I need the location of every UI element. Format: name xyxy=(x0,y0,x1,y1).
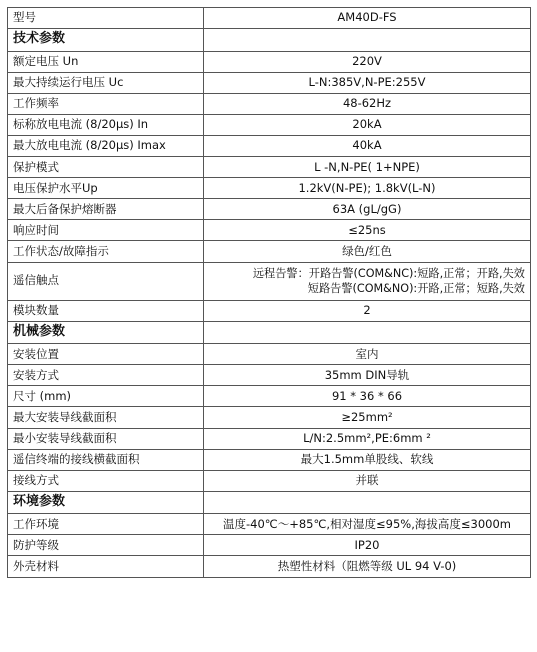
spec-table-body xyxy=(8,8,531,578)
section-header-row xyxy=(8,29,531,52)
spec-label: 响应时间 xyxy=(8,220,204,241)
spec-value: 热塑性材料（阻燃等级 UL 94 V-0) xyxy=(204,556,531,577)
spec-value: 1.2kV(N-PE); 1.8kV(L-N) xyxy=(204,178,531,199)
spec-value: 40kA xyxy=(204,135,531,156)
spec-row xyxy=(8,449,531,470)
spec-value: 20kA xyxy=(204,114,531,135)
spec-row xyxy=(8,344,531,365)
section-header-row xyxy=(8,321,531,344)
spec-value: L-N:385V,N-PE:255V xyxy=(204,72,531,93)
spec-value: 91 * 36 * 66 xyxy=(204,386,531,407)
spec-value: ≤25ns xyxy=(204,220,531,241)
spec-label: 最大放电电流 (8/20μs) Imax xyxy=(8,135,204,156)
spec-row xyxy=(8,365,531,386)
spec-label: 最大后备保护熔断器 xyxy=(8,199,204,220)
section-title: 环境参数 xyxy=(8,491,204,514)
spec-row xyxy=(8,428,531,449)
spec-label: 外壳材料 xyxy=(8,556,204,577)
spec-label: 安装位置 xyxy=(8,344,204,365)
spec-label: 工作状态/故障指示 xyxy=(8,241,204,262)
spec-row xyxy=(8,72,531,93)
section-title: 机械参数 xyxy=(8,321,204,344)
spec-value: ≥25mm² xyxy=(204,407,531,428)
spec-label: 最大持续运行电压 Uc xyxy=(8,72,204,93)
spec-value: 48-62Hz xyxy=(204,93,531,114)
spec-value: 220V xyxy=(204,51,531,72)
spec-label: 电压保护水平Up xyxy=(8,178,204,199)
spec-row xyxy=(8,178,531,199)
spec-label: 标称放电电流 (8/20μs) In xyxy=(8,114,204,135)
spec-label: 型号 xyxy=(8,8,204,29)
spec-value: 温度-40℃～+85℃,相对湿度≤95%,海拔高度≤3000m xyxy=(204,514,531,535)
spec-label: 最小安装导线截面积 xyxy=(8,428,204,449)
spec-label: 工作频率 xyxy=(8,93,204,114)
spec-value: 室内 xyxy=(204,344,531,365)
spec-row xyxy=(8,8,531,29)
spec-value: L -N,N-PE( 1+NPE) xyxy=(204,157,531,178)
spec-value: 2 xyxy=(204,300,531,321)
spec-row xyxy=(8,407,531,428)
spec-label: 防护等级 xyxy=(8,535,204,556)
spec-label: 额定电压 Un xyxy=(8,51,204,72)
spec-value: 35mm DIN导轨 xyxy=(204,365,531,386)
spec-row xyxy=(8,114,531,135)
spec-label: 安装方式 xyxy=(8,365,204,386)
spec-row xyxy=(8,135,531,156)
spec-row xyxy=(8,300,531,321)
spec-value: 绿色/红色 xyxy=(204,241,531,262)
spec-row xyxy=(8,535,531,556)
section-empty-cell xyxy=(204,321,531,344)
spec-value: 63A (gL/gG) xyxy=(204,199,531,220)
section-header-row xyxy=(8,491,531,514)
spec-row xyxy=(8,262,531,300)
section-title: 技术参数 xyxy=(8,29,204,52)
spec-value: 并联 xyxy=(204,470,531,491)
spec-value: L/N:2.5mm²,PE:6mm ² xyxy=(204,428,531,449)
spec-label: 保护模式 xyxy=(8,157,204,178)
spec-row xyxy=(8,157,531,178)
signal-contact-value: 远程告警：开路告警(COM&NC):短路,正常；开路,失效 短路告警(COM&NO):开路,正常；短路,失效 xyxy=(252,266,525,296)
spec-row xyxy=(8,93,531,114)
spec-table xyxy=(7,7,531,578)
spec-value: IP20 xyxy=(204,535,531,556)
spec-label: 遥信触点 xyxy=(8,262,204,300)
section-empty-cell xyxy=(204,491,531,514)
spec-label: 遥信终端的接线横截面积 xyxy=(8,449,204,470)
spec-label: 最大安装导线截面积 xyxy=(8,407,204,428)
spec-row xyxy=(8,241,531,262)
spec-row xyxy=(8,386,531,407)
spec-row xyxy=(8,220,531,241)
spec-label: 尺寸 (mm) xyxy=(8,386,204,407)
signal-contact-value-cell xyxy=(204,262,531,300)
spec-row xyxy=(8,514,531,535)
section-empty-cell xyxy=(204,29,531,52)
spec-label: 工作环境 xyxy=(8,514,204,535)
spec-row xyxy=(8,556,531,577)
spec-row xyxy=(8,51,531,72)
spec-value: AM40D-FS xyxy=(204,8,531,29)
spec-label: 模块数量 xyxy=(8,300,204,321)
spec-value: 最大1.5mm单股线、软线 xyxy=(204,449,531,470)
spec-row xyxy=(8,470,531,491)
spec-label: 接线方式 xyxy=(8,470,204,491)
spec-row xyxy=(8,199,531,220)
